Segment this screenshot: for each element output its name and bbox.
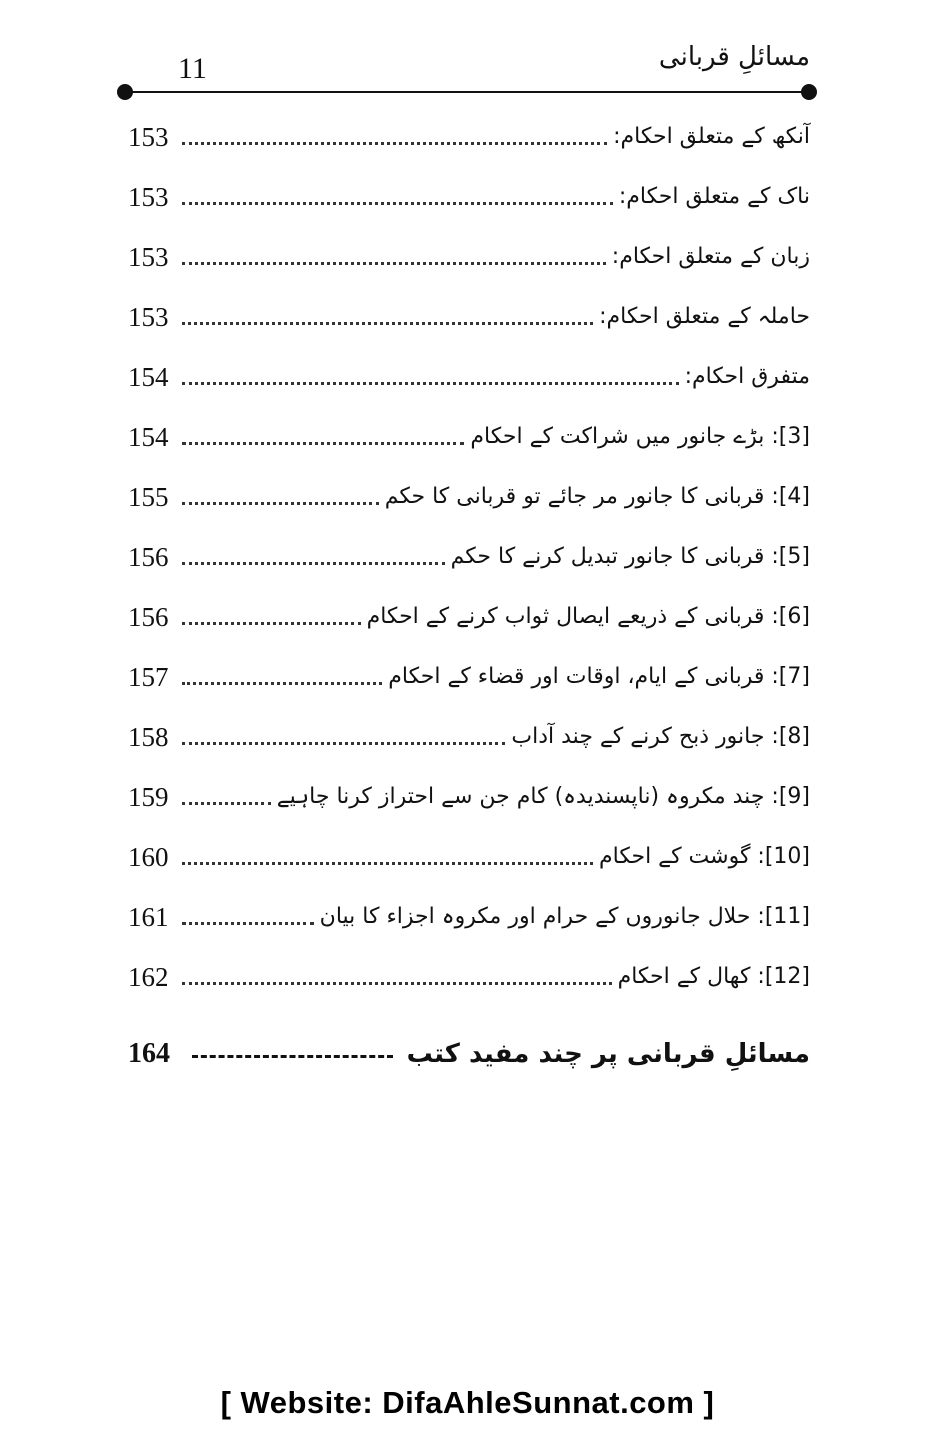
toc-entry-title: [9]: چند مکروہ (ناپسندیدہ) کام جن سے احتراز کرنا چاہیے <box>276 784 810 809</box>
toc-entry <box>128 528 810 572</box>
toc-entry-title: متفرق احکام: <box>684 364 810 389</box>
toc-entry-page: 154 <box>128 422 169 452</box>
toc-entry <box>128 468 810 512</box>
toc-entry-title: [10]: گوشت کے احکام <box>599 844 810 869</box>
toc-entry <box>128 288 810 332</box>
toc-entry <box>128 948 810 992</box>
dot-leader <box>182 982 612 985</box>
toc-entry <box>128 888 810 932</box>
toc-entry-title: [7]: قربانی کے ایام، اوقات اور قضاء کے احکام <box>388 664 810 689</box>
toc-entry-page: 160 <box>128 842 169 872</box>
dot-leader <box>182 442 464 445</box>
toc-entry-title: [6]: قربانی کے ذریعے ایصال ثواب کرنے کے احکام <box>366 604 810 629</box>
toc-entry-page: 153 <box>128 122 169 152</box>
dot-leader <box>182 622 361 625</box>
toc-entry <box>128 768 810 812</box>
dot-leader <box>182 202 613 205</box>
toc-entry-title: ناک کے متعلق احکام: <box>618 184 810 209</box>
toc-entry <box>128 828 810 872</box>
dot-leader <box>182 142 607 145</box>
dot-leader <box>182 742 505 745</box>
dash-leader <box>192 1055 393 1058</box>
toc-entry <box>128 348 810 392</box>
toc-entry-page: 155 <box>128 482 169 512</box>
toc-entry-page: 159 <box>128 782 169 812</box>
dot-leader <box>182 322 593 325</box>
toc-entry-title: حاملہ کے متعلق احکام: <box>599 304 810 329</box>
toc-entry-page: 156 <box>128 602 169 632</box>
toc-entry <box>128 408 810 452</box>
toc-entry <box>128 168 810 212</box>
toc-final-entry-page: 164 <box>128 1038 170 1069</box>
toc-final-entry-title: مسائلِ قربانی پر چند مفید کتب <box>406 1039 810 1069</box>
dot-leader <box>182 502 379 505</box>
book-title: مسائلِ قربانی <box>658 42 810 72</box>
dot-leader <box>182 262 606 265</box>
toc-entry-page: 157 <box>128 662 169 692</box>
toc-entry-page: 153 <box>128 182 169 212</box>
toc-entry-title: [12]: کھال کے احکام <box>617 964 810 989</box>
toc-entry-title: [11]: حلال جانوروں کے حرام اور مکروہ اجزاء کا بیان <box>319 904 810 929</box>
toc-entry-title: [8]: جانور ذبح کرنے کے چند آداب <box>511 724 810 749</box>
toc-final-entry <box>128 1022 810 1070</box>
toc-entry-page: 161 <box>128 902 169 932</box>
toc-entry <box>128 228 810 272</box>
toc-entry-page: 153 <box>128 302 169 332</box>
toc-entry-page: 162 <box>128 962 169 992</box>
toc-entry-title: [3]: بڑے جانور میں شراکت کے احکام <box>470 424 810 449</box>
dot-leader <box>182 922 314 925</box>
toc-entry-title: [5]: قربانی کا جانور تبدیل کرنے کا حکم <box>450 544 810 569</box>
toc-entry <box>128 588 810 632</box>
toc-entry-page: 154 <box>128 362 169 392</box>
toc-entry-page: 158 <box>128 722 169 752</box>
toc-entry-page: 153 <box>128 242 169 272</box>
toc-entry <box>128 648 810 692</box>
page-number: 11 <box>178 52 207 85</box>
toc-entry <box>128 708 810 752</box>
toc-entry <box>128 108 810 152</box>
dot-leader <box>182 802 271 805</box>
toc-entry-page: 156 <box>128 542 169 572</box>
toc-entry-title: آنکھ کے متعلق احکام: <box>613 124 810 149</box>
dot-leader <box>182 862 593 865</box>
dot-leader <box>182 682 382 685</box>
dot-leader <box>182 382 679 385</box>
toc-entry-title: [4]: قربانی کا جانور مر جائے تو قربانی کا حکم <box>384 484 810 509</box>
dot-leader <box>182 562 445 565</box>
website-footer: [ Website: DifaAhleSunnat.com ] <box>220 1385 715 1420</box>
toc-entry-title: زبان کے متعلق احکام: <box>611 244 810 269</box>
